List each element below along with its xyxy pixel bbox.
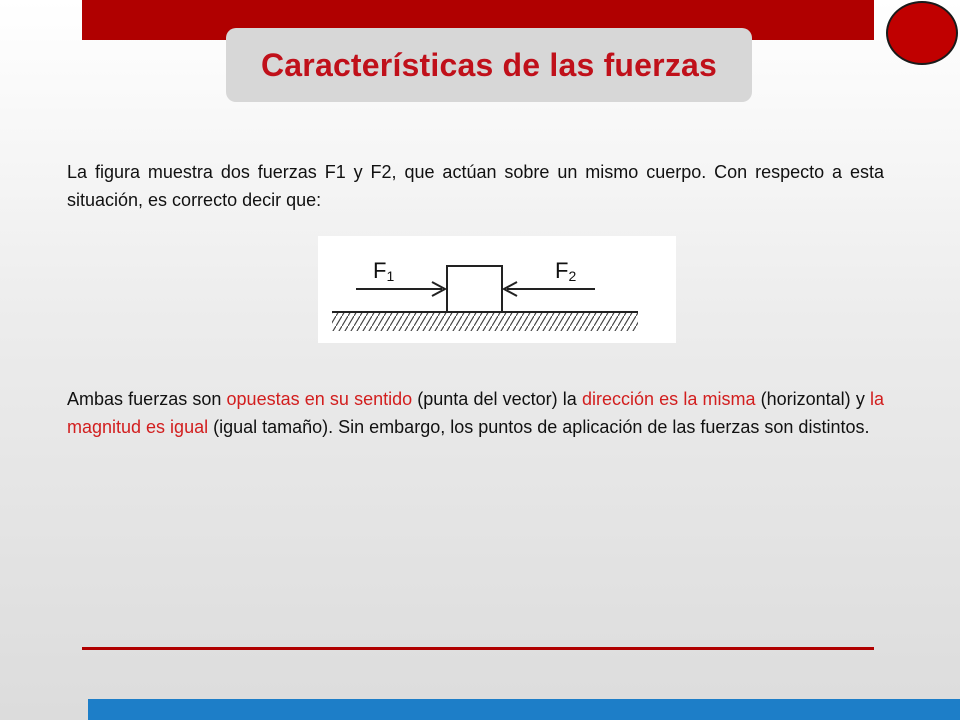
highlight-opuestas: opuestas en su sentido [226, 389, 413, 409]
slide-title: Características de las fuerzas [260, 46, 718, 83]
body-block [447, 266, 502, 312]
force-diagram-svg [318, 236, 676, 343]
ground-hatching [332, 313, 638, 331]
title-box [226, 28, 752, 102]
answer-text-part-1: Ambas fuerzas son [67, 389, 227, 409]
answer-text-part-4: (igual tamaño). Sin embargo, los puntos de aplicación de las fuerzas son distintos. [208, 417, 870, 437]
question-text: La figura muestra dos fuerzas F1 y F2, que actúan sobre un mismo cuerpo. Con respecto a esta situación, es correcto decir que: [67, 162, 884, 210]
f2-label: F2 [555, 258, 577, 284]
highlight-direccion: dirección es la misma [581, 389, 756, 409]
answer-text-part-3: (horizontal) y [755, 389, 870, 409]
bottom-divider-line [82, 647, 874, 650]
f1-label: F1 [373, 258, 395, 284]
red-circle-decoration [886, 1, 958, 65]
highlight-magnitud: la magnitud es igual [67, 389, 884, 437]
answer-text [67, 385, 884, 441]
answer-text-part-2: (punta del vector) la [412, 389, 582, 409]
footer-blue-bar [88, 699, 960, 720]
force-diagram [318, 236, 676, 343]
